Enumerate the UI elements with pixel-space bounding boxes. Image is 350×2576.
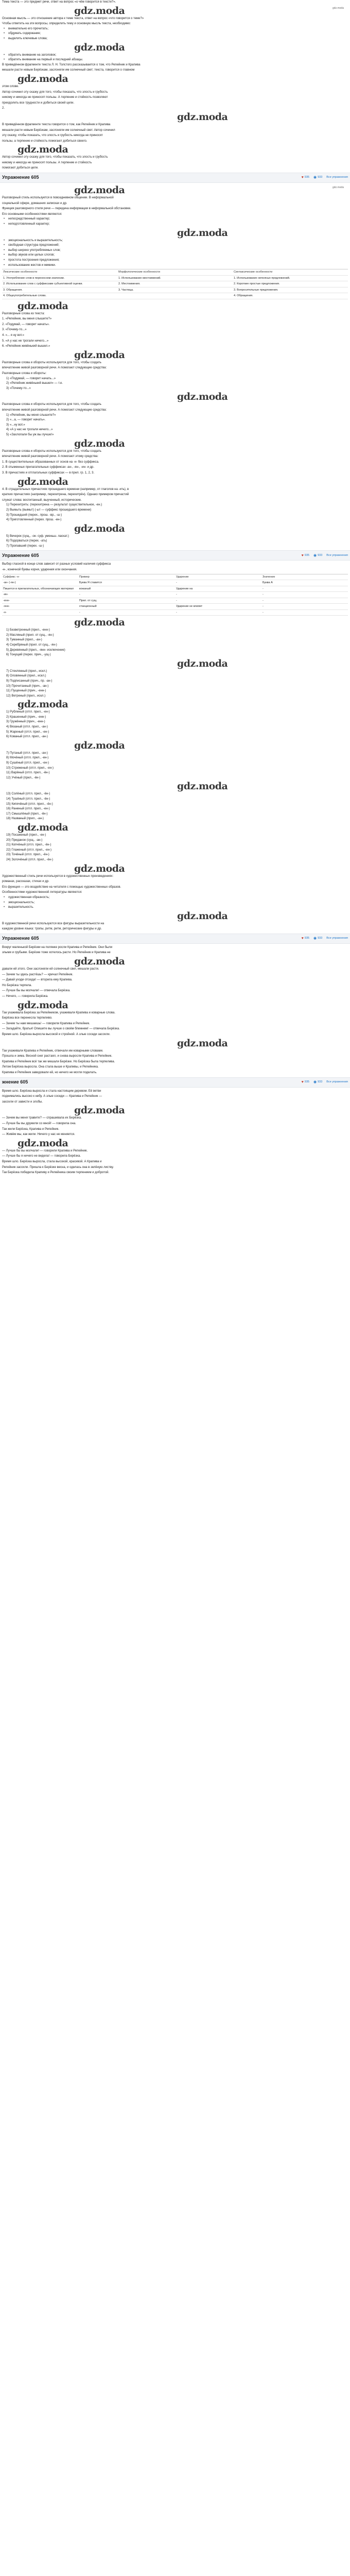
table-cell: - bbox=[175, 598, 261, 604]
para-line: Особенностями художественной литературы являются: bbox=[2, 891, 82, 894]
list-item: 9) Сушёный (отгл. прил., -ен-) bbox=[6, 761, 49, 765]
watermark: gdz.moda bbox=[18, 144, 68, 156]
watermark: gdz.moda bbox=[74, 437, 125, 449]
list-item: 8) Мочёный (отгл. прил., -ен-) bbox=[6, 756, 49, 760]
watermark-row bbox=[2, 184, 348, 196]
bullet-item: • свободная структура предложений; bbox=[2, 243, 348, 248]
watermark-row bbox=[2, 438, 348, 449]
para-line: Так ухаживала Берёзка за Репейником, ухаживали Крапива и коварные слова. bbox=[2, 1011, 116, 1014]
heart-icon: ♥ bbox=[301, 937, 304, 941]
list-item: 6) Подорваться (перех. -ать) bbox=[6, 539, 47, 543]
para-line: романах, рассказах, стихах и др. bbox=[2, 880, 49, 884]
views-button[interactable] bbox=[313, 553, 322, 558]
table-header-cell: Значение bbox=[261, 574, 348, 581]
para-line: Функция разговорного стиля речи — передача информации в неформальной обстановке. bbox=[2, 207, 131, 211]
table-cell: - bbox=[78, 592, 175, 598]
list-item: 2) Вымыть (вымыт) (-ыт — суффикс прошедшего времени) bbox=[6, 508, 92, 512]
exercise-title: Упражнение 605 bbox=[2, 175, 39, 180]
bullet-item: • простота построения предложения; bbox=[2, 258, 348, 263]
para-line: помогают добиться цели. bbox=[2, 166, 39, 170]
intro-section bbox=[0, 0, 350, 171]
para-line: — Лучше бы вы молчали! — говорили Крапива и Репейник. bbox=[2, 1149, 88, 1153]
page bbox=[0, 0, 350, 1178]
list-item: 3) «...ну вот.» bbox=[6, 423, 25, 427]
para-line: — Давай уходи отсюда! — вторила ему Крапива. bbox=[2, 978, 73, 982]
table-cell: 2. Использование слов с суффиксами субъективной оценки. bbox=[2, 281, 117, 287]
watermark: gdz.moda bbox=[74, 522, 125, 534]
dialog-section bbox=[0, 300, 350, 549]
para-line: Разговорные слова и обороты: bbox=[2, 372, 47, 376]
exercise-actions bbox=[302, 175, 348, 180]
list-item: 1) Перехитрить: (перехитрена — результат существительное, -ен.) bbox=[6, 503, 102, 507]
watermark-row bbox=[2, 658, 348, 669]
exercise-a-section bbox=[0, 184, 350, 268]
list-item: 6) Тонущий (перех. прич., -ущ-) bbox=[6, 653, 51, 657]
para-line: эту сказку, чтобы показать, что злость и грубость никогда не приносят bbox=[2, 134, 103, 138]
eye-icon: ◉ bbox=[313, 553, 317, 557]
para-line: Автор сочинил эту сказку для того, чтобы показать, что злость и грубость bbox=[2, 156, 108, 159]
para-line: злыми и грубыми. Берёзке тоже хотелось расти. Но Репейник и Крапива не bbox=[2, 951, 111, 955]
ending-section bbox=[0, 1089, 350, 1178]
like-button[interactable] bbox=[302, 936, 309, 941]
para-line: Разговорные слова из текста: bbox=[2, 312, 45, 315]
para-line: Разговорные слова и обороты используются для того, чтобы создать bbox=[2, 361, 101, 364]
exercise-title: Упражнение 605 bbox=[2, 552, 39, 558]
para-line: пользы, а терпение и стойкость помогают добиться своего. bbox=[2, 139, 87, 143]
watermark: gdz.moda bbox=[74, 617, 125, 629]
heart-icon: ♥ bbox=[301, 553, 304, 557]
list-item: 18) Названый (прил., -ан-) bbox=[6, 817, 44, 821]
list-item: 2) Крашенный (прич., -енн-) bbox=[6, 715, 46, 719]
list-item: 1) Безветренный (прил., -енн-) bbox=[6, 629, 50, 632]
watermark-row bbox=[2, 391, 348, 402]
para-line: Выбор гласной в конце слов зависит от разных условий наличия суффикса bbox=[2, 563, 111, 566]
watermark-row bbox=[2, 1105, 348, 1116]
table-cell: 1. Использование местоимений. bbox=[117, 276, 233, 282]
list-item: 6) Кованый (отгл. прил., -ан-) bbox=[6, 735, 48, 739]
like-button[interactable] bbox=[302, 1080, 309, 1085]
table-cell: - bbox=[175, 592, 261, 598]
watermark-row bbox=[2, 111, 348, 123]
list-item: 5) «Захлопали бы уж вы лучше!» bbox=[6, 433, 54, 436]
para-line: Разговорный стиль используется в повседневном общении. В неформальной bbox=[2, 196, 114, 200]
list-item: 7) Пропавший (перех. -ш-) bbox=[6, 544, 44, 548]
views-button[interactable] bbox=[313, 175, 322, 180]
para-line: Так жили Берёзка, Крапива и Репейник. bbox=[2, 1127, 59, 1131]
table-cell: -енн- bbox=[2, 598, 78, 604]
para-line: Его функция — это воздействие на читателя с помощью художественных образов. bbox=[2, 885, 121, 889]
list-item: 4) Вязаный (отгл. прил., -ан-) bbox=[6, 725, 48, 729]
para-line: никому и никогда не приносят пользы. А терпение и стойкость позволяют bbox=[2, 96, 108, 99]
exercise-actions bbox=[302, 936, 348, 941]
para-line: — Загадайте, братья! Опишите вы лучше о своём ближнем! — отвечала Берёзка. bbox=[2, 1027, 120, 1031]
list-item: 1) «Репейник, вы меня слышите?» bbox=[6, 413, 56, 417]
table-cell: -н- bbox=[2, 610, 78, 616]
like-count: 935 bbox=[304, 176, 309, 179]
para-line: Художественный стиль речи используется в художественных произведениях: bbox=[2, 874, 114, 878]
table-cell: Буква Я ставится bbox=[78, 580, 175, 586]
para-line: Прошла и зима. Весной снег растаял, и снова выросли Крапива и Репейник. bbox=[2, 1055, 112, 1058]
list-item: 23) Точёный (отгл. прил., -ён-) bbox=[6, 853, 49, 857]
watermark: gdz.moda bbox=[177, 657, 228, 669]
list-item: 2) Масляный (прил. от сущ., -ян-) bbox=[6, 633, 54, 637]
para-line: никому и никогда не приносят пользы. А терпение и стойкость bbox=[2, 161, 92, 164]
watermark-row bbox=[2, 42, 348, 53]
para-line: Но Берёзка терпела. bbox=[2, 984, 32, 987]
watermark: gdz.moda bbox=[18, 699, 68, 710]
exercise-header bbox=[0, 1077, 350, 1088]
para-line: 2. В отыменных прилагательных суффиксах -ан-, -ян-, -ин- и др. bbox=[2, 466, 95, 469]
bullet-item: • выбор звуков или целых слогов; bbox=[2, 253, 348, 258]
table-cell: -онн- bbox=[2, 604, 78, 610]
heart-icon: ♥ bbox=[301, 1080, 304, 1084]
table-cell: - bbox=[261, 592, 348, 598]
footer-spacer bbox=[2, 1176, 348, 1178]
like-count: 935 bbox=[304, 553, 309, 557]
list-item: 13) Солёный (отгл. прил., -ён-) bbox=[6, 792, 50, 796]
list-item: 10) Стриженый (отгл. прил., -ен-) bbox=[6, 766, 54, 770]
watermark-row bbox=[2, 1138, 348, 1149]
bullet-item: • выделить ключевые слова; bbox=[2, 37, 348, 42]
para-line: В приведённом фрагменте текста говорится о том, как Репейник и Крапива bbox=[2, 123, 111, 126]
list-item: 1) Рубленый (отгл. прил., -ен-) bbox=[6, 710, 50, 714]
list-item: 2) «...а, — говорит начать». bbox=[6, 418, 46, 422]
like-button[interactable] bbox=[302, 175, 309, 180]
table-header-cell: Синтаксические особенности bbox=[233, 269, 348, 276]
para-line: Время шло. Берёзка выросла высокой и стройной. А злые соседи засохли. bbox=[2, 1033, 111, 1036]
table-cell: -ин- bbox=[2, 592, 78, 598]
exercise-header bbox=[0, 173, 350, 183]
watermark: gdz.moda bbox=[18, 476, 68, 487]
table-cell: Ударение на bbox=[175, 586, 261, 592]
exercise-title: Упражнение 605 bbox=[2, 936, 39, 941]
watermark: gdz.moda bbox=[18, 73, 68, 84]
bullet-item: • использование жестов и мимики. bbox=[2, 263, 348, 268]
table-cell: кожаный bbox=[78, 586, 175, 592]
list-item: 19) Посаженый (прил., -ен-) bbox=[6, 833, 46, 837]
watermark-row bbox=[2, 300, 348, 312]
bullet-item: • обратить внимание на первый и последний абзацы. bbox=[2, 58, 348, 63]
list-item: 2) «Репейник живёнький вышел» — т.е. bbox=[6, 382, 63, 385]
list-item: 12) Ветреный (прил., искл.) bbox=[6, 694, 46, 698]
views-count: 933 bbox=[318, 1080, 323, 1083]
para-line: Крапива и Репейник всё так же мешали Берёзке. Но Берёзка была терпелива. bbox=[2, 1060, 115, 1063]
list-item: 3) Туманный (прил., -ан-) bbox=[6, 638, 42, 642]
para-line: — Зачем вы меня травите? — спрашивала их Берёзка. bbox=[2, 1116, 82, 1120]
exercise-title: жнение 605 bbox=[2, 1079, 28, 1084]
words-section bbox=[0, 617, 350, 862]
bullet-item: • внимательно его прочитать; bbox=[2, 27, 348, 32]
views-count: 933 bbox=[318, 553, 323, 557]
watermark: gdz.moda bbox=[177, 227, 228, 239]
exercise-actions bbox=[302, 1080, 348, 1085]
watermark: gdz.moda bbox=[177, 111, 228, 123]
para-line: — Лучше бы вы дружили со мной! — говорила она. bbox=[2, 1122, 76, 1125]
table-header-cell: Морфологические особенности bbox=[117, 269, 233, 276]
watermark: gdz.moda bbox=[177, 781, 228, 792]
table-cell: Ударение не влияет bbox=[175, 604, 261, 610]
para-line: Время шло. Берёзка выросла, стала высокой, красивой. А Крапива и bbox=[2, 1160, 102, 1163]
list-item: 4) Приготовленный (перех. прош. -ен-) bbox=[6, 518, 62, 522]
bullet-item: • обратить внимание на заголовок; bbox=[2, 53, 348, 58]
all-exercises-link[interactable]: Все упражнения bbox=[326, 553, 348, 557]
bullet-item: • неподготовленный характер; bbox=[2, 222, 348, 227]
eye-icon: ◉ bbox=[313, 1080, 317, 1084]
para-line: Разговорные слова и обороты используются для того, чтобы создать bbox=[2, 449, 101, 453]
art-style-section bbox=[0, 863, 350, 932]
para-line: В приведённом фрагменте текста Л. Н. Толстого рассказывается о том, что Репейник и Крапива bbox=[2, 63, 141, 66]
para-line: 1. «Репейник, вы меня слышите?» bbox=[2, 317, 52, 321]
para-line: 4. В страдательных причастиях прошедшего времени (например, от глаголов на -ить), в bbox=[2, 487, 129, 491]
watermark: gdz.moda bbox=[74, 349, 125, 361]
bullet-item: • эмоциональность; bbox=[2, 901, 348, 906]
para-line: Автор сочинил эту сказку для того, чтобы показать, что злость и грубость bbox=[2, 90, 108, 94]
table-cell: - bbox=[261, 586, 348, 592]
story-section bbox=[0, 945, 350, 1076]
para-line: 3. В причастиях и отглагольных суффиксах — в прил. гр. 1, 2, 3. bbox=[2, 471, 95, 474]
para-line: Его основными особенностями являются: bbox=[2, 212, 62, 216]
para-line: 6. «Репейник живёнький вышел.» bbox=[2, 345, 50, 348]
views-count: 933 bbox=[318, 937, 323, 940]
watermark: gdz.moda bbox=[177, 1037, 228, 1049]
para-line: В художественной речи используются все фигуры выразительности на bbox=[2, 922, 104, 925]
table-header-cell: Ударение bbox=[175, 574, 261, 581]
views-count: 933 bbox=[318, 176, 323, 179]
eye-icon: ◉ bbox=[313, 937, 317, 941]
watermark: gdz.moda bbox=[74, 1105, 125, 1116]
exercise-actions bbox=[302, 553, 348, 558]
para-line: -н-, конечной буквы корня, ударения или окончания. bbox=[2, 568, 77, 572]
table-cell bbox=[117, 293, 233, 299]
features-table bbox=[2, 269, 348, 299]
list-item: 12) Учёный (прил., -ён-) bbox=[6, 776, 41, 779]
watermark-row bbox=[2, 999, 348, 1011]
table-cell: - bbox=[261, 598, 348, 604]
para-line: Время шло. Берёзка выросла и стала настоящим деревом. Её ветви bbox=[2, 1089, 101, 1093]
watermark-row bbox=[2, 781, 348, 792]
para-line: Так ухаживали Крапива и Репейник, отвечали им коварными словами. bbox=[2, 1049, 103, 1053]
list-item: 5) Жареный (отгл. прил., -ен-) bbox=[6, 730, 49, 734]
eye-icon: ◉ bbox=[313, 176, 317, 180]
table-cell: - bbox=[261, 604, 348, 610]
like-button[interactable] bbox=[302, 553, 309, 558]
table-header-cell: Лексические особенности bbox=[2, 269, 117, 276]
table-cell: - bbox=[175, 580, 261, 586]
watermark: gdz.moda bbox=[18, 821, 68, 833]
watermark-small: gdz.moda bbox=[332, 6, 344, 10]
para-line: Репейник засохли. Пришла к Берёзке весна, и оделась она в зелёную листву. bbox=[2, 1165, 114, 1169]
watermark: gdz.moda bbox=[18, 300, 68, 312]
para-line: 2. bbox=[2, 107, 5, 110]
para-line: Летом Берёзка выросла. Она стала выше и Крапивы, и Репейника. bbox=[2, 1065, 99, 1069]
watermark: gdz.moda bbox=[74, 41, 125, 53]
intro-line: Тема текста — это предмет речи, ответ на вопрос «о чём говорится в тексте?». bbox=[2, 1, 116, 4]
all-exercises-link[interactable]: Все упражнения bbox=[326, 1080, 348, 1083]
para-line: Так Берёзка победила Крапиву и Репейника своим терпением и добротой. bbox=[2, 1171, 110, 1175]
all-exercises-link[interactable]: Все упражнения bbox=[326, 937, 348, 940]
list-item: 11) Пущенный (прич., -енн-) bbox=[6, 689, 46, 693]
like-count: 935 bbox=[304, 1080, 309, 1083]
para-line: этом слове. bbox=[2, 84, 19, 88]
para-line: каждом уровне языка: тропы, ритм, ритм, риторические фигуры и др. bbox=[2, 927, 102, 931]
list-item: 10) Прочитанный (прич., -ан-) bbox=[6, 684, 49, 688]
table-header-cell: Пример bbox=[78, 574, 175, 581]
bullet-item: • выбор широко употребляемых слов; bbox=[2, 248, 348, 253]
table-cell: -ан- (-ян-) bbox=[2, 580, 78, 586]
table-cell: 4. Обращения. bbox=[233, 293, 348, 299]
table-cell: 1. Использование неполных предложений. bbox=[233, 276, 348, 282]
list-item: 14) Тушёный (отгл. прил., -ён-) bbox=[6, 798, 50, 801]
list-item: 15) Кипячёный (отгл. прил., -ён-) bbox=[6, 802, 53, 806]
list-item: 7) Стеклянный (прил., искл.) bbox=[6, 669, 47, 673]
table-cell: станционный bbox=[78, 604, 175, 610]
para-line: преодолеть все трудности и добиться своей цели. bbox=[2, 101, 75, 105]
views-button[interactable] bbox=[313, 936, 322, 941]
watermark-row bbox=[2, 1038, 348, 1049]
table-cell: 4. Общеупотребительные слова. bbox=[2, 293, 117, 299]
watermark: gdz.moda bbox=[74, 956, 125, 968]
intro-line: Чтобы ответить на эти вопросы, определить тему и основную мысль текста, необходимо: bbox=[2, 22, 131, 26]
list-item: 24) Золочёный (отгл. прил., -ён-) bbox=[6, 858, 53, 861]
para-line: впечатление живой разговорной речи. А помогают этому средства: bbox=[2, 455, 98, 459]
table-cell: - bbox=[78, 610, 175, 616]
table-cell: - bbox=[261, 610, 348, 616]
list-item: 22) Глаженый (отгл. прил., -ен-) bbox=[6, 848, 52, 852]
watermark: gdz.moda bbox=[74, 5, 125, 16]
para-line: мешали расти новым Берёзкам, заслоняли им солнечный свет. Автор сочинил bbox=[2, 128, 115, 132]
list-item: 4) «А у нас не трогали ничего...» bbox=[6, 428, 53, 432]
like-count: 935 bbox=[304, 937, 309, 940]
list-item: 8) Оловянный (прил., искл.) bbox=[6, 674, 46, 678]
para-line: засохли от зависти и злобы. bbox=[2, 1100, 43, 1104]
table-cell: Прил. от сущ. bbox=[78, 598, 175, 604]
table-cell: 2. Короткие простые предложения. bbox=[233, 281, 348, 287]
table-cell: 3. Обращения. bbox=[2, 287, 117, 294]
para-line: 3. «Почему-то...» bbox=[2, 328, 27, 332]
watermark: gdz.moda bbox=[18, 999, 68, 1011]
bullet-item: • выразительность. bbox=[2, 905, 348, 910]
suffix-table bbox=[2, 574, 348, 616]
para-line: Разговорные слова и обороты используются для того, чтобы создать bbox=[2, 403, 101, 406]
para-line: 2. «Подумай, — говорит начать». bbox=[2, 323, 50, 326]
watermark-row bbox=[2, 863, 348, 874]
watermark-row bbox=[2, 617, 348, 628]
watermark: gdz.moda bbox=[74, 184, 125, 196]
para-line: 1. В существительных образованных от основ на -н- без суффикса. bbox=[2, 460, 99, 464]
exercise-b-section bbox=[0, 562, 350, 572]
watermark-row bbox=[2, 740, 348, 751]
list-item: 20) Приданое (сущ., -ан-) bbox=[6, 838, 43, 842]
para-line: давали ей этого. Они заслоняли ей солнечный свет, мешали расти. bbox=[2, 968, 99, 971]
watermark-row bbox=[2, 956, 348, 967]
table-cell: 1. Употребление слов в переносном значении. bbox=[2, 276, 117, 282]
para-line: впечатление живой разговорной речи. А помогают следующие средства: bbox=[2, 366, 107, 370]
list-item: 3) Гружённый (прич., -енн-) bbox=[6, 720, 45, 724]
list-item: 5) Вечерок (сущ., -ок- суф. уменьш. ласкат.) bbox=[6, 534, 69, 538]
list-item: 3) Прошедший (перех., прош. -вр., -ш-) bbox=[6, 513, 62, 517]
list-item: 4) Серебряный (прил. от сущ., -ян-) bbox=[6, 643, 57, 647]
table-cell: - bbox=[175, 610, 261, 616]
para-line: служат слова: воспитанный, выученный, исторические. bbox=[2, 498, 82, 502]
para-line: — Лучше бы я ничего не видела! — говорила Берёзка. bbox=[2, 1155, 81, 1158]
para-line: 4. «... я ну вот.» bbox=[2, 334, 24, 337]
para-line: Берёзка все перенесла терпеливо. bbox=[2, 1016, 52, 1020]
table-cell: 3. Частицы. bbox=[117, 287, 233, 294]
list-item: 16) Раненый (отгл. прил., -ен-) bbox=[6, 807, 50, 811]
watermark-row bbox=[2, 523, 348, 534]
watermark-row bbox=[2, 5, 348, 16]
para-line: Вокруг маленькой Берёзки на полянке росли Крапива и Репейник. Они были bbox=[2, 945, 113, 949]
watermark-row bbox=[2, 699, 348, 710]
watermark: gdz.moda bbox=[74, 862, 125, 874]
all-exercises-link[interactable]: Все упражнения bbox=[326, 176, 348, 179]
para-line: — Ничего, — говорила Берёзка. bbox=[2, 995, 48, 998]
para-line: впечатление живой разговорной речи. А помогают следующие средства: bbox=[2, 409, 107, 412]
para-line: мешали расти новым Берёзкам, заслоняли им солнечный свет; текста, говорится о главном bbox=[2, 69, 135, 72]
exercise-header bbox=[0, 934, 350, 944]
watermark-row bbox=[2, 144, 348, 155]
watermark-row bbox=[2, 227, 348, 239]
views-button[interactable] bbox=[313, 1080, 322, 1085]
para-line: — Зачем ты здесь растёшь? — кричал Репейник. bbox=[2, 973, 74, 976]
list-item: 1) «Подумай, — говорит начать...» bbox=[6, 377, 56, 380]
bullet-item: • обдумать содержание; bbox=[2, 31, 348, 37]
para-line: Крапива и Репейник завидовали ей, но ничего не могли поделать. bbox=[2, 1071, 97, 1074]
watermark-row bbox=[2, 822, 348, 833]
para-line: кратких причастиях (например, перехитрена, перехитрён). Однако примером причастий bbox=[2, 493, 129, 497]
watermark: gdz.moda bbox=[74, 739, 125, 751]
heart-icon: ♥ bbox=[301, 176, 304, 180]
para-line: поднимались высоко к небу. А злые соседи — Крапива и Репейник — bbox=[2, 1095, 102, 1098]
list-item: 11) Варёный (отгл. прил., -ён-) bbox=[6, 771, 50, 775]
watermark-small: gdz.moda bbox=[332, 186, 344, 190]
table-cell: 2. Местоимения. bbox=[117, 281, 233, 287]
para-line: социальной сфере, домашних записках и др. bbox=[2, 201, 67, 205]
bullet-item: • непосредственный характер; bbox=[2, 217, 348, 222]
watermark: gdz.moda bbox=[177, 391, 228, 403]
para-line: — Живём мы, как жили. Ничего у нас не меняется. bbox=[2, 1133, 75, 1137]
intro-line: Основная мысль — это отношение автора к теме текста, ответ на вопрос «что говорится о теме?» bbox=[2, 16, 144, 20]
list-item: 3) «Почему-то...» bbox=[6, 386, 31, 390]
table-cell: Буква А bbox=[261, 580, 348, 586]
list-item: 9) Подписанный (прич., пр. -ан-) bbox=[6, 679, 52, 683]
table-cell: 3. Вопросительные предложения. bbox=[233, 287, 348, 294]
para-line: — Зачем ты нам мешаешь! — говорили Крапива и Репейник. bbox=[2, 1022, 90, 1025]
exercise-header bbox=[0, 550, 350, 561]
watermark-row bbox=[2, 349, 348, 361]
bullet-item: • эмоциональность и выразительность; bbox=[2, 239, 348, 244]
list-item: 5) Деревянный (прил., -янн- исключение) bbox=[6, 648, 65, 652]
table-cell: Пишется в прилагательных, обозначающих материал bbox=[2, 586, 78, 592]
watermark-row bbox=[2, 73, 348, 84]
para-line: 5. «А у нас не трогали ничего...» bbox=[2, 339, 49, 343]
table-header-cell: Суффикс -н- bbox=[2, 574, 78, 581]
watermark: gdz.moda bbox=[18, 1137, 68, 1149]
list-item: 17) Смышлёный (прил., -ён-) bbox=[6, 812, 48, 816]
list-item: 7) Путаный (отгл. прил., -ан-) bbox=[6, 751, 48, 755]
watermark-row bbox=[2, 910, 348, 922]
bullet-item: • художественная образность; bbox=[2, 895, 348, 901]
para-line: — Лучше бы вы молчали! — отвечала Берёзка. bbox=[2, 989, 71, 993]
list-item: 21) Копчёный (отгл. прил., -ён-) bbox=[6, 843, 51, 847]
watermark: gdz.moda bbox=[177, 910, 228, 922]
watermark-row bbox=[2, 476, 348, 487]
